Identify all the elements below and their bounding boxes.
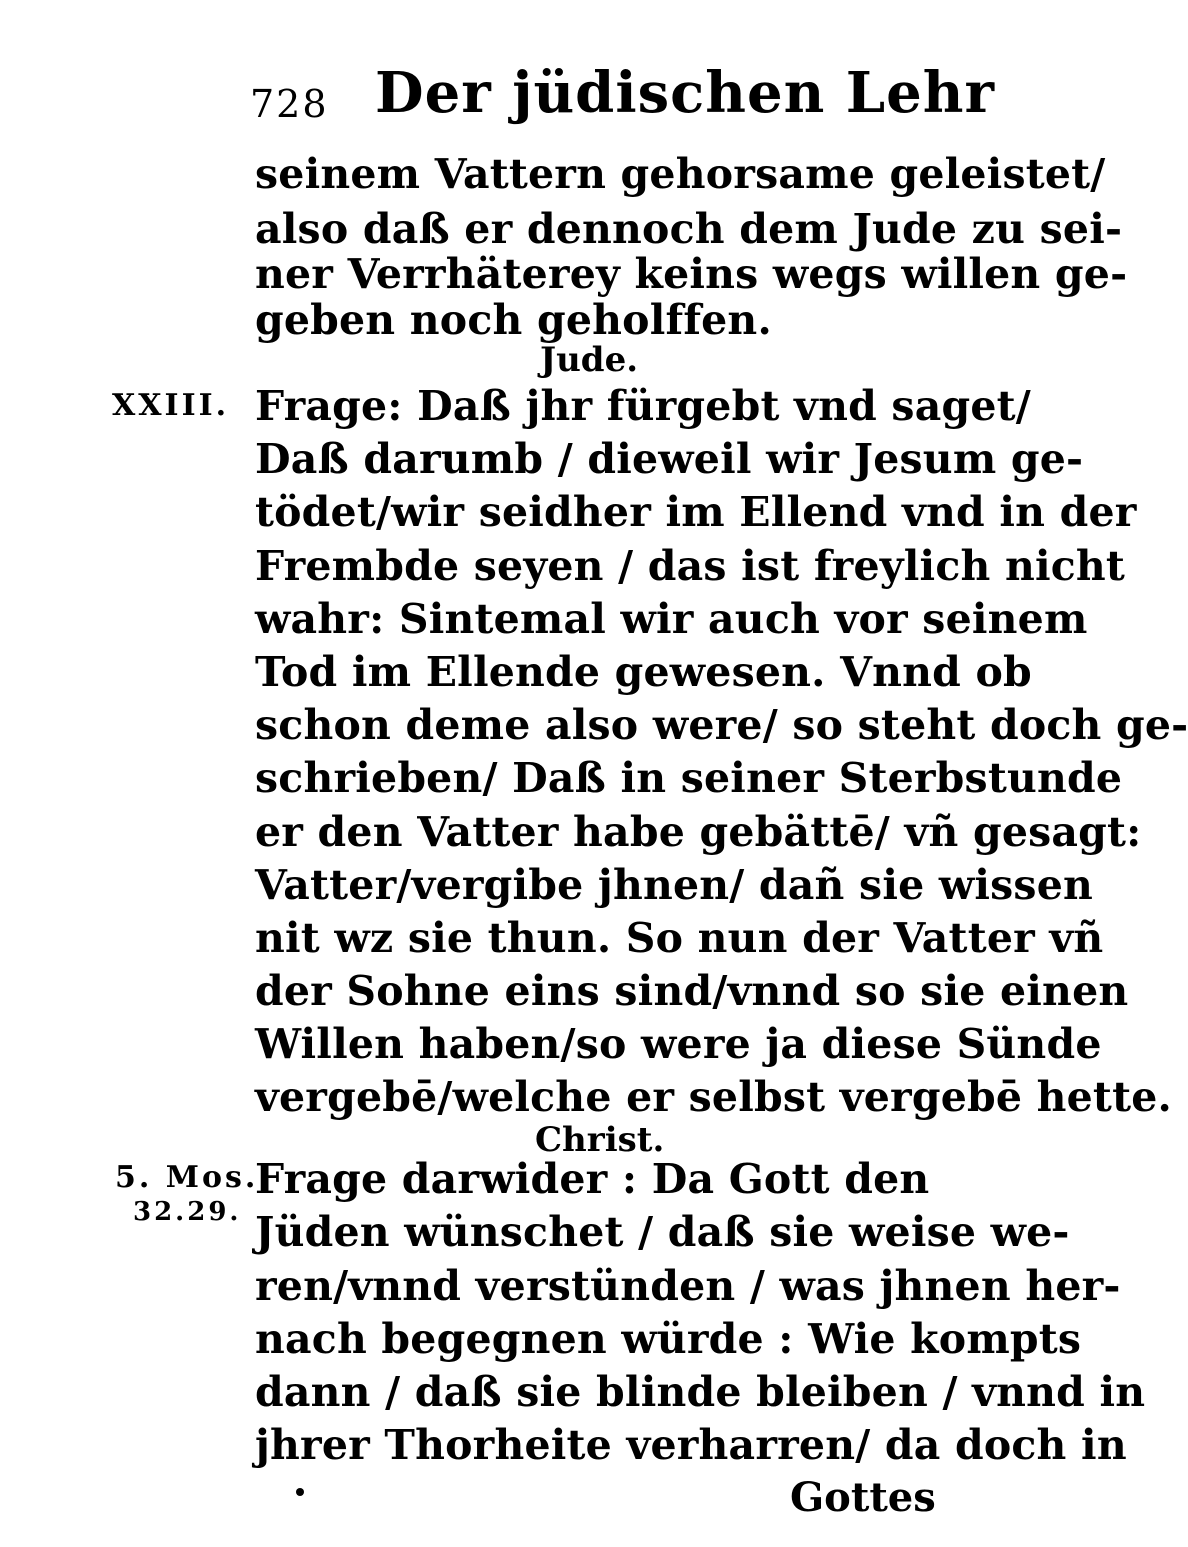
text-line: vergebē/welche er selbst vergebē hette.	[255, 1073, 1172, 1121]
text-line: Daß darumb / dieweil wir Jesum ge-	[255, 435, 1084, 483]
text-line: seinem Vattern gehorsame geleistet/	[255, 150, 1106, 198]
text-line: also daß er dennoch dem Jude zu sei-	[255, 205, 1123, 253]
text-line: geben noch geholffen.	[255, 296, 772, 344]
text-line: ren/vnnd verstünden / was jhnen her-	[255, 1262, 1121, 1310]
text-line: nach begegnen würde : Wie kompts	[255, 1315, 1082, 1363]
text-line: wahr: Sintemal wir auch vor seinem	[255, 595, 1088, 643]
speaker-heading: Christ.	[535, 1120, 665, 1160]
text-line: Frage darwider : Da Gott den	[255, 1155, 930, 1203]
running-head: Der jüdischen Lehr	[375, 60, 995, 126]
text-line: ner Verrhäterey keins wegs willen ge-	[255, 250, 1128, 298]
margin-reference: 32.29.	[133, 1197, 242, 1227]
page-header	[250, 60, 995, 130]
catchword: Gottes	[790, 1474, 936, 1521]
page-number: 728	[250, 82, 329, 126]
text-line: der Sohne eins sind/vnnd so sie einen	[255, 967, 1129, 1015]
signature-mark	[296, 1488, 304, 1496]
text-line: jhrer Thorheite verharren/ da doch in	[255, 1421, 1127, 1469]
margin-reference: 5. Mos.	[115, 1160, 259, 1195]
text-line: dann / daß sie blinde bleiben / vnnd in	[255, 1368, 1146, 1416]
text-line: tödet/wir seidher im Ellend vnd in der	[255, 488, 1137, 536]
text-line: Willen haben/so were ja diese Sünde	[255, 1020, 1102, 1068]
text-line: Vatter/vergibe jhnen/ dañ sie wissen	[255, 861, 1093, 909]
margin-question-number: XXIII.	[112, 388, 230, 423]
speaker-heading: Jude.	[540, 340, 639, 380]
text-line: nit wz sie thun. So nun der Vatter vñ	[255, 914, 1104, 962]
text-line: schon deme also were/ so steht doch ge-	[255, 701, 1188, 749]
text-line: Frage: Daß jhr fürgebt vnd saget/	[255, 382, 1031, 430]
text-line: schrieben/ Daß in seiner Sterbstunde	[255, 754, 1123, 802]
text-line: Tod im Ellende gewesen. Vnnd ob	[255, 648, 1032, 696]
text-line: er den Vatter habe gebättē/ vñ gesagt:	[255, 808, 1142, 856]
text-line: Jüden wünschet / daß sie weise we-	[255, 1208, 1070, 1256]
text-line: Frembde seyen / das ist freylich nicht	[255, 542, 1126, 590]
